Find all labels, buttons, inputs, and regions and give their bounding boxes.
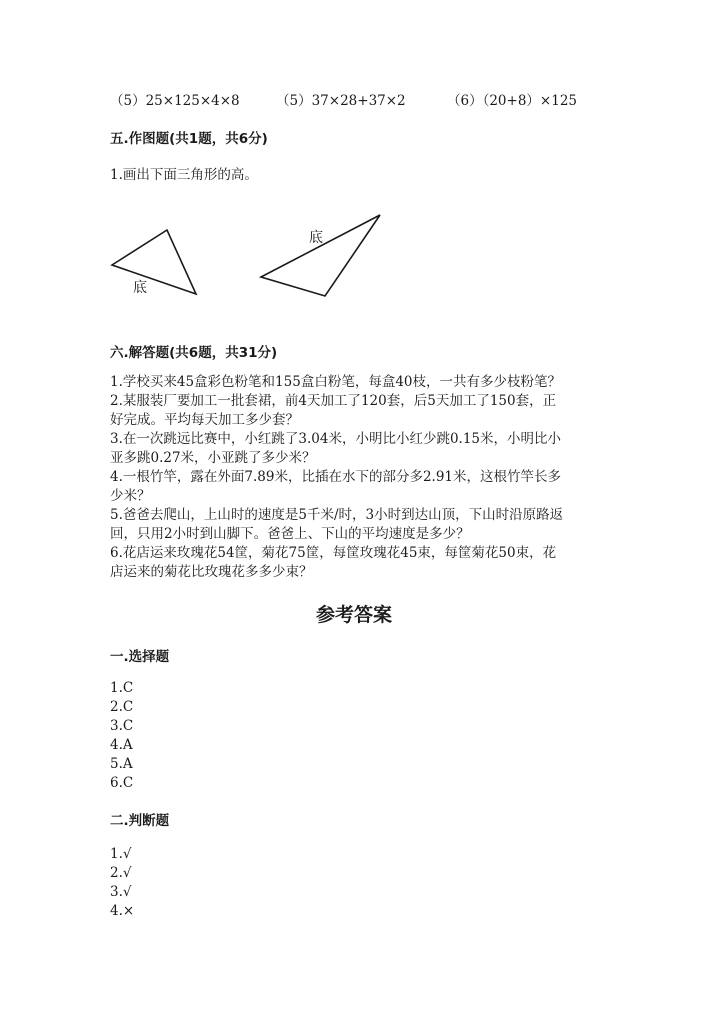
calc-item: （5）25×125×4×8 [110, 93, 240, 109]
answer-item: 3.C [110, 718, 134, 734]
problem-line: 4.一根竹竿，露在外面7.89米，比插在水下的部分多2.91米，这根竹竿长多 [110, 469, 561, 485]
answer-item: 2.√ [110, 865, 132, 881]
problem-line: 2.某服装厂要加工一批套裙，前4天加工了120套，后5天加工了150套，正 [110, 393, 557, 409]
problem-line: 回，只用2小时到山脚下。爸爸上、下山的平均速度是多少？ [110, 526, 470, 542]
problem-line: 店运来的菊花比玫瑰花多多少束？ [110, 564, 313, 580]
problem-line: 5.爸爸去爬山，上山时的速度是5千米/时，3小时到达山顶，下山时沿原路返 [110, 507, 564, 523]
answer-item: 1.C [110, 680, 134, 696]
section-heading: 五.作图题(共1题，共6分) [110, 131, 268, 147]
question-text: 1.画出下面三角形的高。 [110, 167, 258, 183]
section-heading: 二.判断题 [110, 813, 170, 829]
calc-item: （6）（20+8）×125 [447, 93, 577, 109]
problem-line: 少米？ [110, 488, 151, 504]
triangles-figure [0, 0, 720, 320]
answer-item: 4.× [110, 903, 135, 919]
triangle-1-base-label: 底 [133, 280, 147, 296]
answer-item: 5.A [110, 756, 133, 772]
problem-line: 6.花店运来玫瑰花54筐，菊花75筐，每筐玫瑰花45束，每筐菊花50束，花 [110, 545, 557, 561]
triangle-1 [112, 230, 196, 294]
problem-line: 1.学校买来45盒彩色粉笔和155盒白粉笔，每盒40枝，一共有多少枝粉笔？ [110, 374, 562, 390]
answer-item: 6.C [110, 775, 134, 791]
problem-line: 亚多跳0.27米，小亚跳了多少米？ [110, 450, 316, 466]
answer-item: 3.√ [110, 884, 132, 900]
answer-item: 4.A [110, 737, 133, 753]
answer-item: 1.√ [110, 846, 132, 862]
triangle-2 [261, 215, 380, 296]
triangle-2-base-label: 底 [309, 230, 323, 246]
calc-item: （5）37×28+37×2 [276, 93, 406, 109]
answer-key-title: 参考答案 [316, 604, 393, 626]
answer-item: 2.C [110, 699, 134, 715]
problem-line: 3.在一次跳远比赛中，小红跳了3.04米，小明比小红少跳0.15米，小明比小 [110, 431, 561, 447]
problem-line: 好完成。平均每天加工多少套？ [110, 412, 299, 428]
section-heading: 一.选择题 [110, 649, 170, 665]
section-heading: 六.解答题(共6题，共31分) [110, 345, 278, 361]
